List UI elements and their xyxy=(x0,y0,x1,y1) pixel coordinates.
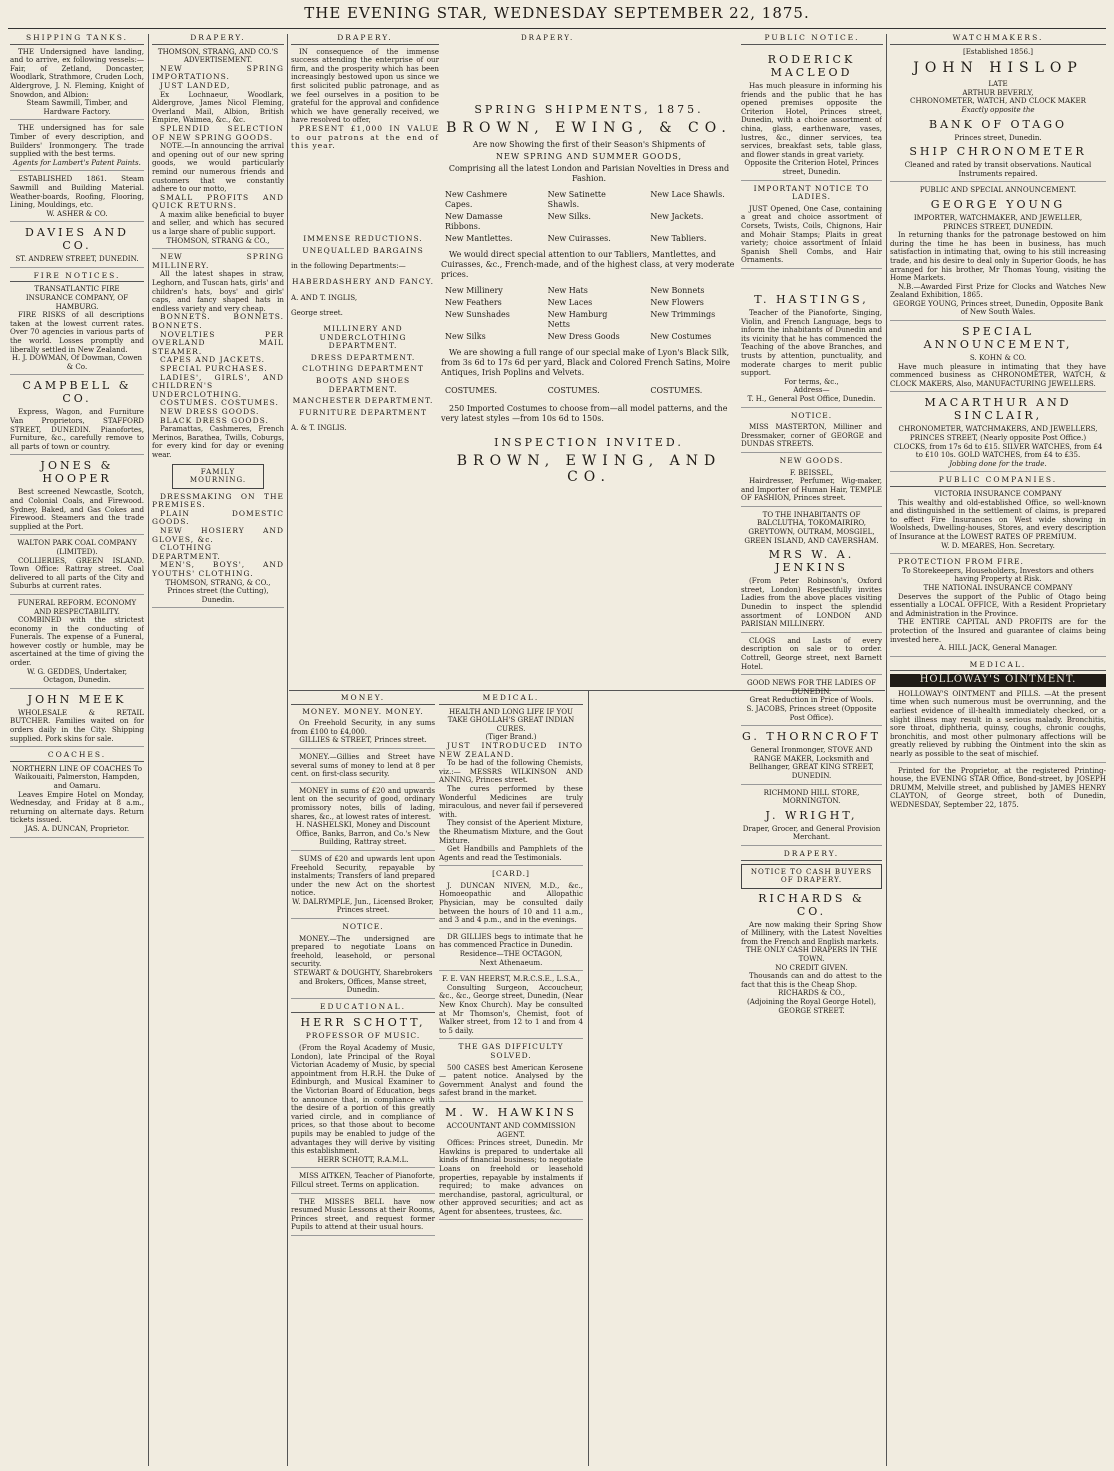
ad-subtitle: ACCOUNTANT AND COMMISSION AGENT. xyxy=(446,1120,576,1139)
ad-text: Are now making their Spring Show of Millinery, with the Latest Novelties from the French and English markets. xyxy=(741,919,882,946)
ad-text: CLOGS and Lasts of every description on sale or to order. Cottrell, George street, next Barnett Hotel. xyxy=(741,635,882,671)
ad-text: NOTE.—In announcing the arrival and opening out of our new spring goods, we would particularly remind our numerous friends and customers that we constantly adhere to our motto, xyxy=(152,141,284,194)
ad-sums xyxy=(291,855,435,919)
ad-text: In returning thanks for the patronage bestowed on him during the time he has been in business, has much satisfaction in intimating that, owing to his still increasing trade, and his desire to deal only in Superior Goods, he has arranged for his brother, Mr Thomas Young, visiting the Home Markets. xyxy=(890,230,1106,283)
ad-macarthur xyxy=(890,396,1106,472)
ad-subtitle: SMALL PROFITS AND QUICK RETURNS. xyxy=(152,192,284,211)
ad-subtitle: S. KOHN & CO. xyxy=(969,353,1027,363)
ad-subtitle: CLOTHING DEPARTMENT xyxy=(302,364,424,374)
ad-title: T. HASTINGS, xyxy=(754,293,869,306)
ad-text: Address— xyxy=(793,385,830,395)
ad-text: THE ONLY CASH DRAPERS IN THE TOWN. xyxy=(745,945,878,964)
ad-title: RODERICK MACLEOD xyxy=(767,53,856,79)
ad-subtitle: MILLINERY AND UNDERCLOTHING DEPARTMENT. xyxy=(319,324,407,351)
ad-text: Residence—THE OCTAGON, xyxy=(459,949,563,959)
ad-title: GEORGE YOUNG xyxy=(930,197,1066,211)
grid-item: COSTUMES. xyxy=(445,386,498,395)
grid-item: New Sunshades xyxy=(445,310,510,319)
ad-money xyxy=(291,708,435,749)
ad-text: Exactly opposite the xyxy=(961,104,1035,114)
ad-jones xyxy=(10,459,144,535)
ad-subtitle: DRESSMAKING ON THE PREMISES. xyxy=(152,491,284,510)
column-heading: DRAPERY. xyxy=(291,34,439,45)
ad-box: FAMILY MOURNING. xyxy=(172,464,264,489)
ad-text: DR GILLIES begs to intimate that he has commenced Practice in Dunedin. xyxy=(439,931,583,950)
ad-signature: W. D. MEARES, Hon. Secretary. xyxy=(941,540,1055,550)
ad-inglis xyxy=(291,48,439,154)
ad-text: Princes street, Dunedin. xyxy=(954,132,1042,142)
ad-subtitle: CHRONOMETER, WATCH, AND CLOCK MAKER xyxy=(910,96,1086,106)
ad-subtitle: CAPES AND JACKETS. xyxy=(160,355,266,365)
ad-firm: BROWN, EWING, AND CO. xyxy=(456,453,722,485)
ad-title: NORTHERN LINE OF COACHES To Waikouaiti, Palmerston, Hampden, and Oamaru. xyxy=(11,763,142,790)
ad-text: WHOLESALE & RETAIL BUTCHER. Families waited on for orders daily in the City. Shipping supplied. Pork skins for sale. xyxy=(10,707,144,743)
grid-item: New Tabliers. xyxy=(650,234,707,243)
ad-signature: THOMSON, STRANG, & CO., Princes street (the Cutting), Dunedin. xyxy=(165,577,271,604)
ad-fire xyxy=(10,285,144,375)
ad-text: J. DUNCAN NIVEN, M.D., &c., Homoeopathic and Allopathic Physician, may be consulted daily between the hours of 10 and 11 a.m., and 3 and 4 p.m., and in the evenings. xyxy=(439,880,583,925)
column-heading: WATCHMAKERS. xyxy=(890,34,1106,45)
grid-item: New Laces xyxy=(547,298,593,307)
ad-text: This wealthy and old-established Office, so well-known and distinguished in the settlement of claims, is prepared to effect Fire Insurances on West wide showing in Woolsheds, Dwelling-houses, Stores, and every description of Insurance at the LOWEST RATES OF PREMIUM. xyxy=(890,497,1106,541)
ad-text: THE undersigned has for sale Timber of every description, and Builders' Ironmongery. The trade supplied with the best terms. xyxy=(10,123,144,159)
ad-coaches xyxy=(10,765,144,838)
ad-text: (From Peter Robinson's, Oxford street, London) Respectfully invites Ladies from the above places visiting Dunedin to inspect the splendid assortment of LONDON AND PARISIAN MILLINERY. xyxy=(741,576,882,629)
ad-signature: A. & T. INGLIS. xyxy=(291,423,347,433)
ad-subtitle: BOOTS AND SHOES DEPARTMENT. xyxy=(315,376,411,394)
ad-victoria xyxy=(890,490,1106,554)
ad-text: George street. xyxy=(291,308,343,318)
ad-text: (From the Royal Academy of Music, London), late Principal of the Royal Victorian Academy of Music, by special appointment from H.R.H. the Duke of Edinburgh, and Musical Examiner to the Victorian Board of Education, begs to announce that, in compliance with the desire of a portion of this greatly varied circle, and in compliance of prices, so that those about to become pupils may be enabled to judge of the advantages they will derive by visiting this establishment. xyxy=(291,1043,435,1156)
grid-item: New Trimmings xyxy=(650,310,716,319)
ad-text: CLOCKS, from 17s 6d to £15. SILVER WATCHES, from £4 to £10 10s. GOLD WATCHES, from £4 to £35. xyxy=(893,441,1103,460)
grid-item: New Millinery xyxy=(445,286,503,295)
column-rule xyxy=(148,34,149,1466)
ad-text: Steam Sawmill, Timber, and Hardware Factory. xyxy=(26,98,128,116)
ad-text: MISS MASTERTON, Milliner and Dressmaker, corner of GEORGE and DUNDAS STREETS. xyxy=(741,422,882,449)
grid-item: New Lace Shawls. xyxy=(650,190,725,199)
ad-title: RICHARDS & CO. xyxy=(758,891,865,918)
ad-text: THE Undersigned have landing, and to arrive, ex following vessels:— Fair, of Zetland, Doncaster, Woodlark, Strathmore, Cruden Loch, Aldergrove, J. N. Fleming, Knight of Snowdon, and Albion: xyxy=(10,46,144,99)
ad-indian-cures xyxy=(439,708,583,867)
grid-item: COSTUMES. xyxy=(547,386,600,395)
ad-text: (Adjoining the Royal George Hotel), GEORGE STREET. xyxy=(747,997,876,1015)
ad-text: They consist of the Aperient Mixture, the Rheumatism Mixture, and the Gout Mixture. xyxy=(439,818,583,845)
section-heading: EDUCATIONAL. xyxy=(291,1003,435,1014)
ad-millinery xyxy=(152,253,284,608)
ad-text: Consulting Surgeon, Accoucheur, &c., &c., George street, Dunedin, (Near New Knox Church). May be consulted at Mr Thomson's, Chemist, foot of Walker street, from 12 to 1 and from 4 to 5 daily. xyxy=(439,982,583,1035)
ad-text: ARTHUR BEVERLY, xyxy=(962,87,1034,97)
ad-title: RICHMOND HILL STORE, MORNINGTON. xyxy=(763,787,860,806)
ad-text: MONEY in sums of £20 and upwards lent on the security of good, ordinary promissory notes, bills of lading, shares, &c., at lowest rates of interest. xyxy=(291,785,435,821)
ad-text: All the latest shapes in straw, Leghorn, and Tuscan hats, girls' and children's hats, boys' and girls' caps, and fancy shaped hats in endless variety and very cheap. xyxy=(152,269,284,313)
ad-subtitle: IMMENSE REDUCTIONS. xyxy=(303,234,423,243)
ad-signature: A. HILL JACK, General Manager. xyxy=(938,643,1058,653)
ad-walton xyxy=(10,539,144,595)
column-1 xyxy=(10,34,144,1466)
ad-subtitle: NEW SPRING MILLINERY. xyxy=(152,252,284,270)
ad-thomson-strang xyxy=(152,48,284,250)
ad-title: PROTECTION FROM FIRE. xyxy=(898,557,1024,567)
grid-item: New Jackets. xyxy=(650,212,704,221)
ad-text: HOLLOWAY'S OINTMENT and PILLS. —At the present time when such numerous must be overrunning, and the earliest evidence of ill-health immediately checked, or a slight illness may result in a serious malady. Bronchitis, sore throat, diphtheria, quinsy, coughs, chronic coughs, bronchitis, and most other pulmonary affections will be greatly relieved by rubbing the Ointment into the skin as nearly as possible to the seat of mischief. xyxy=(890,688,1106,759)
ad-timber xyxy=(10,124,144,171)
section-heading: MEDICAL. xyxy=(439,694,583,705)
ad-text: Leaves Empire Hotel on Monday, Wednesday, and Friday at 8 a.m., returning on alternate days. Return tickets issued. xyxy=(10,789,144,825)
ad-text: Draper, Grocer, and General Provision Merchant. xyxy=(742,823,881,842)
ad-text: MONEY.—The undersigned are prepared to negotiate Loans on freehold, leasehold, or personal security. xyxy=(291,933,435,969)
ad-text: COLLIERIES, GREEN ISLAND. Town Office: Rattray street. Coal delivered to all parts of the City and Suburbs at current rates. xyxy=(10,555,144,591)
ad-subtitle: NEW DRESS GOODS. xyxy=(160,406,260,416)
ad-title: J. WRIGHT, xyxy=(765,808,858,822)
ad-signature: STEWART & DOUGHTY, Sharebrokers and Brokers, Offices, Manse street, Dunedin. xyxy=(293,968,433,995)
ad-title: NOTICE. xyxy=(790,410,833,420)
ad-beissel xyxy=(741,457,882,507)
column-rule xyxy=(588,690,589,1466)
ad-text: To Storekeepers, Householders, Investors and others having Property at Risk. xyxy=(902,565,1094,584)
ad-title: WALTON PARK COAL COMPANY (LIMITED). xyxy=(17,538,137,556)
ad-hislop xyxy=(890,48,1106,183)
section-heading: MONEY. xyxy=(291,694,435,705)
ad-text: THE ENTIRE CAPITAL AND PROFITS are for the protection of the Insured and guarantee of claims being invested here. xyxy=(890,617,1106,644)
grid-item: New Costumes xyxy=(650,332,712,341)
ad-gillies-dr xyxy=(439,933,583,971)
ad-text: Express, Wagon, and Furniture Van Proprietors, STAFFORD STREET, DUNEDIN. Pianofortes, Furniture, &c., carefully remove to all parts of town or country. xyxy=(10,407,144,451)
ad-title: THOMSON, STRANG, AND CO.'S ADVERTISEMENT. xyxy=(157,46,279,65)
ad-text: 250 Imported Costumes to choose from—all model patterns, and the very latest styles —from 10s 6d to 150s. xyxy=(441,404,728,423)
grid-item: New Hamburg Netts xyxy=(547,310,608,329)
ad-wright xyxy=(741,789,882,846)
ad-title: FUNERAL REFORM. ECONOMY AND RESPECTABILITY. xyxy=(17,597,137,616)
ad-national xyxy=(890,558,1106,657)
ad-text: Great Reduction in Price of Wools. xyxy=(749,695,874,705)
ad-subtitle: PRESENT £1,000 IN VALUE to our patrons at the end of this year. xyxy=(291,123,439,151)
grid-item: New Dress Goods xyxy=(547,332,620,341)
ad-subtitle: SHIP CHRONOMETER xyxy=(909,145,1087,159)
ad-bell xyxy=(291,1198,435,1236)
ad-title: THE GAS DIFFICULTY SOLVED. xyxy=(458,1042,564,1060)
ad-davies xyxy=(10,226,144,268)
ad-signature: JAS. A. DUNCAN, Proprietor. xyxy=(24,823,130,833)
ad-text: General Ironmonger, STOVE AND RANGE MAKER, Locksmith and Bellhanger, GREAT KING STREET, DUNEDIN. xyxy=(749,745,874,780)
ad-text: Next Athenaeum. xyxy=(479,957,543,967)
ad-subtitle: PROFESSOR OF MUSIC. xyxy=(305,1031,421,1041)
ad-subtitle: BLACK DRESS GOODS. xyxy=(160,415,269,425)
ad-text: Offices: Princes street, Dunedin. Mr Hawkins is prepared to undertake all kinds of financial business; to negotiate Loans on freehold or leasehold properties, repayable by instalments if required; to make advances on merchandise, pastoral, agricultural, or other approved securities; and act as Agent for absentees, trustees, &c. xyxy=(439,1138,583,1216)
ad-title: TO THE INHABITANTS OF BALCLUTHA, TOKOMAIRIRO, GREYTOWN, OUTRAM, MOSGIEL, GREEN ISLAND, AND CAVERSHAM. xyxy=(744,509,879,545)
ad-text: LATE xyxy=(988,79,1008,89)
ad-text: We would direct special attention to our Tabliers, Mantlettes, and Cuirasses, &c., French-made, and of the highest class, at very moderate prices. xyxy=(441,250,735,279)
ad-text: 500 CASES best American Kerosene— patent notice. Analysed by the Government Analyst and found the safest brand in the market. xyxy=(439,1062,583,1098)
ad-text: Has much pleasure in informing his friends and the public that he has opened premises opposite the Criterion Hotel, Princes street, Dunedin, with a choice assortment of china, glass, earthenware, vases, lustres, &c., dinner services, tea services, breakfast sets, table glass, and flower stands in great variety. xyxy=(741,81,882,159)
section-heading: FIRE NOTICES. xyxy=(10,272,144,283)
grid-item: New Mantlettes. xyxy=(445,234,513,243)
ad-signature: W. ASHER & CO. xyxy=(46,208,108,218)
ad-text: SUMS of £20 and upwards lent upon Freehold Security, repayable by instalments; Transfers of land prepared under the new Act on the shortest notice. xyxy=(291,853,435,898)
column-4 xyxy=(291,694,583,1466)
ad-subtitle: BONNETS. BONNETS. BONNETS. xyxy=(152,312,284,330)
medical-column xyxy=(439,694,583,1240)
ad-text: Deserves the support of the Public of Otago being essentially a LOCAL OFFICE, With a Resident Proprietary and Administration in the Province. xyxy=(890,591,1106,618)
section-heading: MEDICAL. xyxy=(890,661,1106,672)
column-6-lower xyxy=(741,290,882,1466)
ad-money3 xyxy=(291,787,435,851)
ad-subtitle: INSPECTION INVITED. xyxy=(494,436,684,449)
ad-text: Cleaned and rated by transit observations. Nautical Instruments repaired. xyxy=(904,160,1092,178)
ad-signature: A. AND T. INGLIS, xyxy=(291,292,358,302)
ad-title: SPRING SHIPMENTS, 1875. xyxy=(474,103,704,116)
ad-aitken xyxy=(291,1172,435,1193)
section-heading: PUBLIC COMPANIES. xyxy=(890,476,1106,487)
ad-signature: THOMSON, STRANG & CO., xyxy=(166,235,270,245)
ad-text: MONEY.—Gillies and Street have several sums of money to lend at 8 per cent. on first-class security. xyxy=(291,751,435,779)
ad-title: MRS W. A. JENKINS xyxy=(768,548,855,575)
ad-ladies xyxy=(741,185,882,269)
ad-text: The cures performed by these Wonderful Medicines are truly miraculous, and never fail if persevered with. xyxy=(439,783,583,819)
ad-subtitle: IMPORTER, WATCHMAKER, AND JEWELLER, xyxy=(913,212,1083,222)
column-7 xyxy=(890,34,1106,1466)
ad-macleod xyxy=(741,53,882,181)
ad-text: A maxim alike beneficial to buyer and seller, and which has secured us a large share of public support. xyxy=(152,209,284,237)
ad-hastings xyxy=(741,293,882,408)
ad-campbell xyxy=(10,379,144,455)
masthead: THE EVENING STAR, WEDNESDAY SEPTEMBER 22, 1875. xyxy=(8,4,1106,29)
money-column xyxy=(291,694,435,1240)
ad-title: GOOD NEWS FOR THE LADIES OF DUNEDIN. xyxy=(746,678,877,696)
ad-signature: GEORGE YOUNG, Princes street, Dunedin, Opposite Bank of New South Wales. xyxy=(892,298,1104,317)
ad-sawmill xyxy=(10,175,144,222)
ad-subtitle: MANCHESTER DEPARTMENT. xyxy=(292,396,434,406)
ad-text: Get Handbills and Pamphlets of the Agents and read the Testimonials. xyxy=(439,844,583,862)
ad-title: TRANSATLANTIC FIRE INSURANCE COMPANY, OF HAMBURG. xyxy=(25,284,129,311)
ad-title: F. E. VAN HEERST, M.R.C.S.E., L.S.A., xyxy=(442,974,580,984)
ad-title: PUBLIC AND SPECIAL ANNOUNCEMENT. xyxy=(919,185,1077,195)
ad-notice xyxy=(291,923,435,999)
ad-signature: GILLIES & STREET, Princes street. xyxy=(299,735,427,745)
imprint-text: Printed for the Proprietor, at the registered Printing-house, the EVENING STAR Office, Bond-street, by JOSEPH DRUMM, Melville street, and published by JAMES HENRY CLAYTON, of George street, both of Dunedin, WEDNESDAY, September 22, 1875. xyxy=(890,765,1106,809)
ad-title: CAMPBELL & CO. xyxy=(22,379,132,406)
ad-subtitle: PLAIN DOMESTIC GOODS. xyxy=(152,508,284,527)
ad-text: We are showing a full range of our special make of Lyon's Black Silk, from 3s 6d to 17s 6d per yard, Black and Colored French Satins, Moire Antiques, Irish Poplins and Velvets. xyxy=(441,348,731,377)
column-heading: DRAPERY. xyxy=(152,34,284,45)
column-2 xyxy=(152,34,284,1466)
column-heading: PUBLIC NOTICE. xyxy=(741,34,883,45)
ad-thorncroft xyxy=(741,730,882,784)
ad-hawkins xyxy=(439,1106,583,1221)
grid-item: New Bonnets xyxy=(650,286,705,295)
ad-signature: W. G. GEDDES, Undertaker, Octagon, Dunedin. xyxy=(26,666,128,685)
ad-title-banner: HOLLOWAY'S OINTMENT. xyxy=(890,674,1106,687)
ad-subtitle: JUST INTRODUCED INTO NEW ZEALAND. xyxy=(439,740,583,759)
ad-subtitle: NEW SPRING IMPORTATIONS. xyxy=(152,63,284,82)
ad-meek xyxy=(10,693,144,747)
ad-title: DAVIES AND CO. xyxy=(25,226,129,253)
ad-text: COMBINED with the strictest economy in the conducting of Funerals. The expense of a Funeral, however costly or humble, may be ascertained at the time of giving the order. xyxy=(10,615,144,668)
ad-text: THE MISSES BELL have now resumed Music Lessons at their Rooms, Princes street, and request former Pupils to attend at their usual hours. xyxy=(291,1196,435,1232)
grid-item: New Feathers xyxy=(445,298,502,307)
ad-funeral xyxy=(10,599,144,689)
section-heading: DRAPERY. xyxy=(741,850,882,861)
ad-title: VICTORIA INSURANCE COMPANY xyxy=(934,489,1062,498)
grid-item: New Hats xyxy=(547,286,588,295)
ad-subtitle: CLOTHING DEPARTMENT. xyxy=(152,543,221,561)
inglis-body xyxy=(291,235,435,433)
ad-niven xyxy=(439,870,583,929)
lower-grid xyxy=(291,694,583,1240)
ad-text: in the following Departments:— xyxy=(291,261,406,271)
ad-subtitle: NEW SPRING AND SUMMER GOODS, xyxy=(496,152,682,161)
ad-text: Jobbing done for the trade. xyxy=(949,458,1047,468)
ad-richards xyxy=(741,864,882,1019)
ad-text: Paramattas, Cashmeres, French Merinos, Barathea, Twills, Coburgs, for every kind for day or evening wear. xyxy=(152,424,284,459)
ad-signature: T. H., General Post Office, Dunedin. xyxy=(747,393,876,403)
ad-title: M. W. HAWKINS xyxy=(445,1105,577,1119)
ad-wools xyxy=(741,679,882,726)
ad-box: NOTICE TO CASH BUYERS OF DRAPERY. xyxy=(741,864,882,889)
ad-subtitle: NEW HOSIERY AND GLOVES, &c. xyxy=(152,526,284,544)
ad-text: On Freehold Security, in any sums from £100 to £4,000. xyxy=(291,718,435,736)
ad-subtitle: BANK OF OTAGO xyxy=(928,117,1068,131)
ad-text: (Tiger Brand.) xyxy=(485,732,537,742)
ad-text: CHRONOMETER, WATCHMAKERS, AND JEWELLERS, PRINCES STREET, (Nearly opposite Post Office.) xyxy=(898,424,1098,443)
ad-subtitle: SPLENDID SELECTION OF NEW SPRING GOODS. xyxy=(152,123,284,142)
column-heading-row xyxy=(441,34,737,48)
ad-title: MACARTHUR AND SINCLAIR, xyxy=(924,396,1072,423)
ad-title: SPECIAL ANNOUNCEMENT, xyxy=(923,325,1073,352)
ad-title: JOHN MEEK xyxy=(27,692,127,706)
grid-item: New Silks. xyxy=(547,212,591,221)
ad-young xyxy=(890,186,1106,321)
ad-signature: H. J. DOWMAN, Of Dowman, Cowen & Co. xyxy=(11,353,143,371)
grid-item: New Satinette Shawls. xyxy=(547,190,606,209)
column-heading: SHIPPING TANKS. xyxy=(10,34,144,45)
ad-gas xyxy=(439,1043,583,1102)
heading-row xyxy=(441,34,737,43)
column-6-head xyxy=(741,34,883,48)
ad-title: NOTICE. xyxy=(342,922,384,932)
ad-text: Best screened Newcastle, Scotch, and Colonial Coals, and Firewood. Sydney, Baked, and Gas Cokes and Firewood. Steamers and the trade supplied at the Port. xyxy=(10,487,144,531)
grid-item: COSTUMES. xyxy=(650,386,703,395)
ad-signature: H. NASHELSKI, Money and Discount Office, Banks, Barron, and Co.'s New Building, Rattray street. xyxy=(295,820,431,847)
ad-signature: RICHARDS & CO., xyxy=(778,988,845,998)
ad-jenkins xyxy=(741,511,882,633)
ad-subtitle: JUST LANDED, xyxy=(160,80,231,90)
ad-text: Have much pleasure in intimating that they have commenced business as CHRONOMETER, WATCH, & CLOCK MAKERS, Also, MANUFACTURING JEWELLERS. xyxy=(890,361,1106,388)
col6-upper xyxy=(741,53,882,269)
grid-item: New Damasse Ribbons. xyxy=(445,212,503,231)
ad-text: PRINCES STREET, DUNEDIN. xyxy=(943,221,1053,231)
ad-schott xyxy=(291,1016,435,1168)
ad-subtitle: MEN'S, BOYS', AND YOUTHS' CLOTHING. xyxy=(152,560,284,579)
ad-masterton xyxy=(741,412,882,453)
ad-text: Are now Showing the first of their Season's Shipments of xyxy=(472,140,706,149)
ad-signature: S. JACOBS, Princes street (Opposite Post Office). xyxy=(746,703,877,722)
column-rule xyxy=(287,34,288,1466)
imprint xyxy=(890,767,1106,813)
ad-title: JONES & HOOPER xyxy=(40,459,114,486)
ad-title: F. BEISSEL, xyxy=(789,467,834,477)
ad-text: IN consequence of the immense success attending the enterprise of our firm, and the prosperity which has been increasingly bestowed upon us since we first solicited public patronage, and as we feel ourselves in a position to be grateful for the approval and confidence which we have generally received, we have resolved to offer, xyxy=(291,46,439,125)
ad-text: Ex Lochnaeur, Woodlark, Aldergrove, James Nicol Fleming, Overland Mail, Albion, British Empire, Waimea, &c., &c. xyxy=(152,89,284,125)
ad-title: G. THORNCROFT xyxy=(742,730,881,744)
ad-clogs xyxy=(741,637,882,675)
ad-title: NEW GOODS. xyxy=(779,455,844,465)
ad-subtitle: SPECIAL PURCHASES. xyxy=(160,363,268,373)
ad-text: ST. ANDREW STREET, DUNEDIN. xyxy=(15,254,139,264)
ad-title: HEALTH AND LONG LIFE IF YOU TAKE GHOLLAH'S GREAT INDIAN CURES. xyxy=(447,706,575,733)
ad-text: Comprising all the latest London and Parisian Novelties in Dress and Fashion. xyxy=(448,164,730,183)
ad-text: FIRE RISKS of all descriptions taken at the lowest current rates. Over 70 agencies in various parts of the world. Losses promptly and liberally settled in New Zealand. xyxy=(10,310,144,354)
ad-shipping xyxy=(10,48,144,121)
ad-title: THE NATIONAL INSURANCE COMPANY xyxy=(923,582,1073,592)
ad-text: To be had of the following Chemists, viz.:— MESSRS WILKINSON AND ANNING, Princes street. xyxy=(439,758,583,785)
ad-text: JUST Opened, One Case, containing a great and choice assortment of Corsets, Twists, Coils, Chignons, Hair and Mohair Stamps; Plaits in great variety; choice assortment of Inlaid Spanish Shell Combs, and Hair Ornaments. xyxy=(741,203,882,265)
ad-subtitle: NOVELTIES PER OVERLAND MAIL STEAMER. xyxy=(152,329,284,356)
column-rule xyxy=(886,34,887,1466)
ad-holloway xyxy=(890,690,1106,763)
section-heading: COACHES. xyxy=(10,751,144,762)
ad-signature: HERR SCHOTT, R.A.M.L. xyxy=(317,1154,409,1164)
column-heading: DRAPERY. xyxy=(521,34,575,42)
ad-title: HERR SCHOTT, xyxy=(300,1016,426,1030)
ad-text: Agents for Lambert's Patent Paints. xyxy=(13,157,141,167)
grid-item: New Cashmere Capes. xyxy=(445,190,508,209)
ad-text: NO CREDIT GIVEN. xyxy=(775,962,848,972)
ad-subtitle: LADIES', GIRLS', AND CHILDREN'S UNDERCLOTHING. xyxy=(152,372,284,399)
ad-text: ESTABLISHED 1861. Steam Sawmill and Building Material. Weather-boards, Roofing, Flooring, Lining, Mouldings, etc. xyxy=(10,174,144,210)
ad-text: For terms, &c., xyxy=(784,376,839,386)
grid-item: New Silks xyxy=(445,332,486,341)
ad-text: MISS AITKEN, Teacher of Pianoforte, Fillcul street. Terms on application. xyxy=(291,1171,435,1189)
ad-subtitle: DRESS DEPARTMENT. xyxy=(310,352,416,362)
ad-kohn xyxy=(890,325,1106,392)
ad-money2 xyxy=(291,753,435,783)
ad-title: JOHN HISLOP xyxy=(913,60,1083,77)
ad-subtitle: UNEQUALLED BARGAINS xyxy=(302,245,424,255)
ad-text: Opposite the Criterion Hotel, Princes street, Dunedin. xyxy=(744,158,879,176)
ad-van-heerst xyxy=(439,975,583,1039)
ad-subtitle: FURNITURE DEPARTMENT xyxy=(298,407,428,417)
ad-text: Thousands can and do attest to the fact that this is the Cheap Shop. xyxy=(741,971,882,989)
ad-signature: W. DALRYMPLE, Jun., Licensed Broker, Princes street. xyxy=(292,896,434,915)
ad-subtitle: HABERDASHERY AND FANCY. xyxy=(292,276,434,286)
ad-text: Teacher of the Pianoforte, Singing, Violin, and French Language, begs to inform the inhabitants of Dunedin and its vicinity that he has commenced the Teaching of the above Branches, and trusts by attention, punctuality, and moderate charges to merit public support. xyxy=(741,308,882,378)
ad-text: N.B.—Awarded First Prize for Clocks and Watches New Zealand Exhibition, 1865. xyxy=(890,281,1106,300)
ad-title: [CARD.] xyxy=(492,869,530,879)
ad-title: IMPORTANT NOTICE TO LADIES. xyxy=(753,183,870,202)
ad-subtitle: COSTUMES. COSTUMES. xyxy=(160,398,279,408)
grid-item: New Flowers xyxy=(650,298,704,307)
ad-firm: BROWN, EWING, & CO. xyxy=(446,120,732,136)
ad-title: MONEY. MONEY. MONEY. xyxy=(302,706,424,716)
ad-text: [Established 1856.] xyxy=(962,46,1034,56)
ad-text: Hairdresser, Perfumer, Wig-maker, and Importer of Human Hair, TEMPLE OF FASHION, Princes street. xyxy=(741,476,882,503)
grid-item: New Cuirasses. xyxy=(547,234,611,243)
